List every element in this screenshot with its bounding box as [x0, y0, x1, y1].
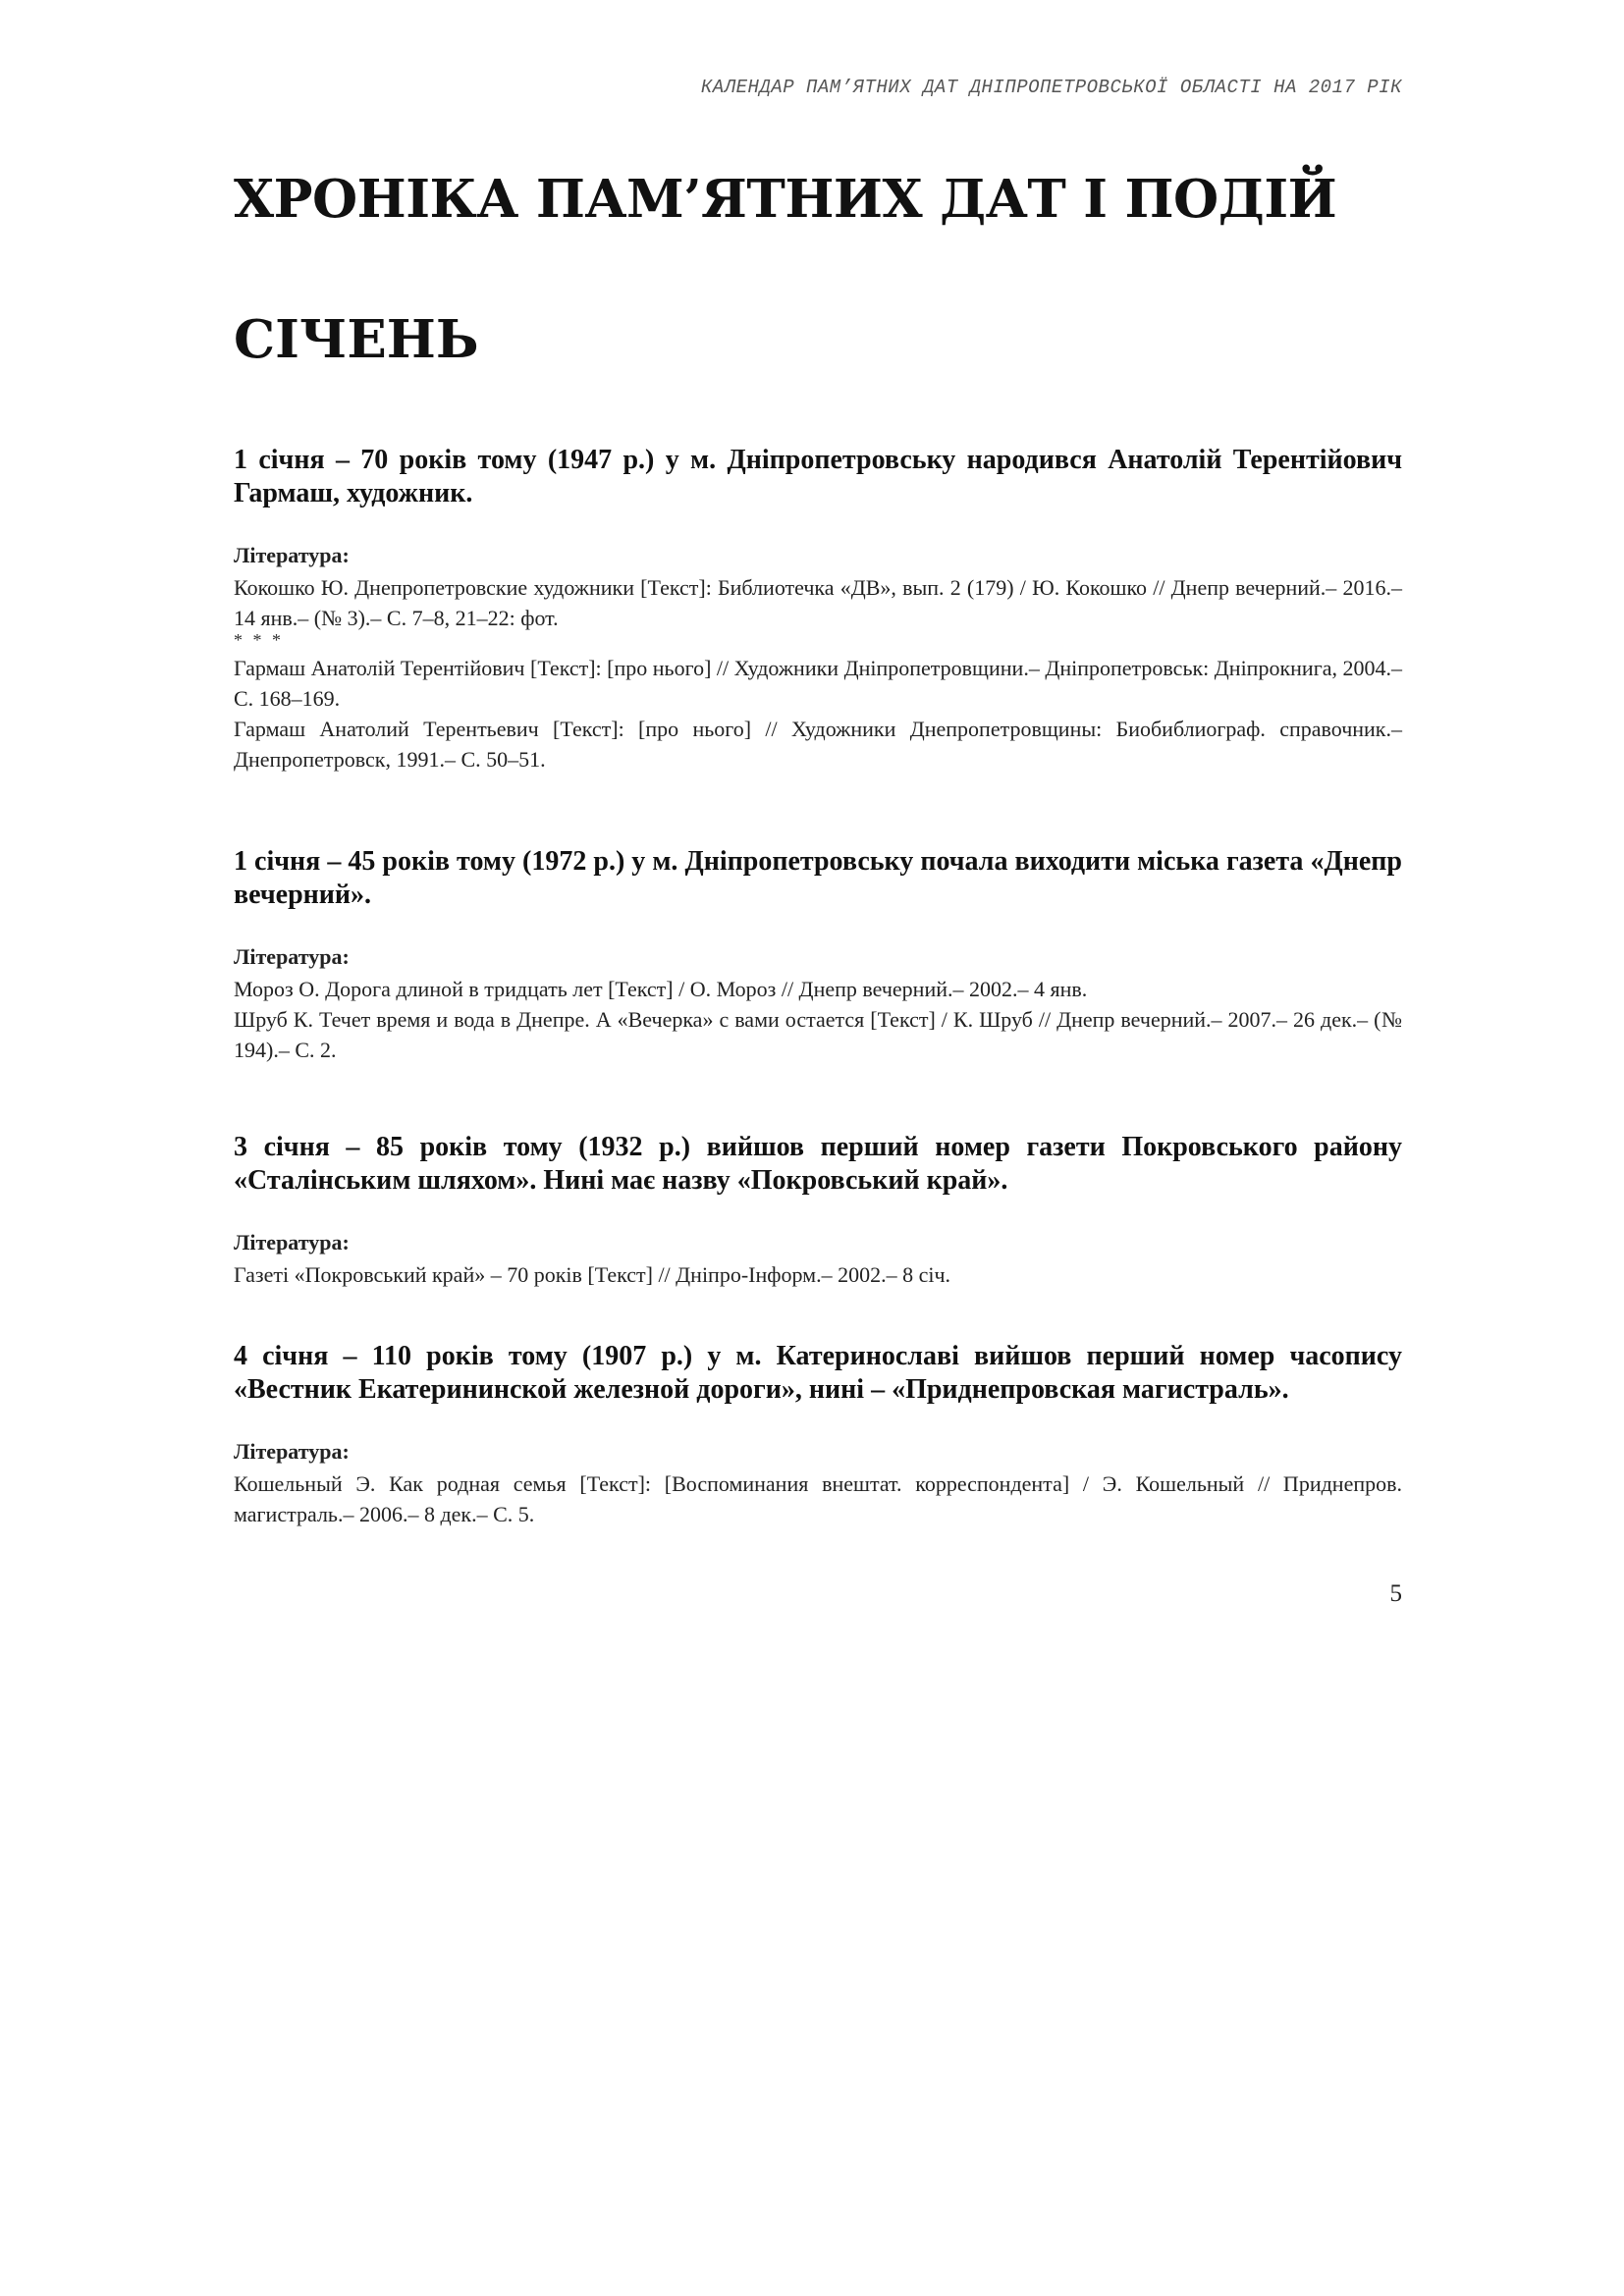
literature-separator: * * *: [234, 630, 284, 650]
month-title: СІЧЕНЬ: [234, 309, 479, 370]
literature-label: Література:: [234, 944, 350, 969]
entry-heading: 1 січня – 45 років тому (1972 р.) у м. Дніпропетровську почала виходити міська газета «Днепр вечерний».: [234, 846, 1402, 910]
page-number: 5: [1389, 1580, 1402, 1607]
literature-item: Шруб К. Течет время и вода в Днепре. А «Вечерка» с вами остается [Текст] / К. Шруб // Днепр вечерний.– 2007.– 26 дек.– (№ 194).– С. 2.: [234, 1007, 1402, 1062]
literature-item: Кокошко Ю. Днепропетровские художники [Текст]: Библиотечка «ДВ», вып. 2 (179) / Ю. Кокошко // Днепр вечерний.– 2016.– 14 янв.– (№ 3).– С. 7–8, 21–22: фот.: [234, 575, 1402, 630]
chronicle-entry: [234, 1340, 1402, 1529]
entry-heading: 4 січня – 110 років тому (1907 р.) у м. Катеринославі вийшов перший номер часопису «Вестник Екатерининской железной дороги», нині – «Приднепровская магистраль».: [234, 1341, 1402, 1405]
literature-label: Література:: [234, 1439, 350, 1464]
literature-item: Мороз О. Дорога длиной в тридцать лет [Текст] / О. Мороз // Днепр вечерний.– 2002.– 4 янв.: [234, 977, 1088, 1001]
running-header: КАЛЕНДАР ПАМ’ЯТНИХ ДАТ ДНІПРОПЕТРОВСЬКОЇ ОБЛАСТІ НА 2017 РІК: [700, 77, 1402, 98]
literature-item: Гармаш Анатолий Терентьевич [Текст]: [про нього] // Художники Днепропетровщины: Биобиблиограф. справочник.– Днепропетровск, 1991.– С. 50–51.: [234, 717, 1402, 772]
document-page: [234, 0, 1402, 2296]
literature-item: Кошельный Э. Как родная семья [Текст]: [Воспоминания внештат. корреспондента] / Э. Кошельный // Приднепров. магистраль.– 2006.– 8 дек.– С. 5.: [234, 1471, 1402, 1526]
chronicle-entry: [234, 1131, 1402, 1290]
entry-heading: 3 січня – 85 років тому (1932 р.) вийшов перший номер газети Покровського району «Сталінським шляхом». Нині має назву «Покровський край».: [234, 1132, 1402, 1196]
chronicle-entry: [234, 845, 1402, 1065]
literature-item: Газеті «Покровський край» – 70 років [Текст] // Дніпро-Інформ.– 2002.– 8 січ.: [234, 1262, 951, 1287]
literature-label: Література:: [234, 1230, 350, 1255]
literature-item: Гармаш Анатолій Терентійович [Текст]: [про нього] // Художники Дніпропетровщини.– Дніпропетровськ: Дніпрокнига, 2004.– С. 168–169.: [234, 656, 1402, 711]
chapter-title: ХРОНІКА ПАМ’ЯТНИХ ДАТ І ПОДІЙ: [234, 169, 1337, 230]
chronicle-entry: [234, 444, 1402, 774]
entry-heading: 1 січня – 70 років тому (1947 р.) у м. Дніпропетровську народився Анатолій Терентійович Гармаш, художник.: [234, 445, 1402, 508]
literature-label: Література:: [234, 543, 350, 567]
